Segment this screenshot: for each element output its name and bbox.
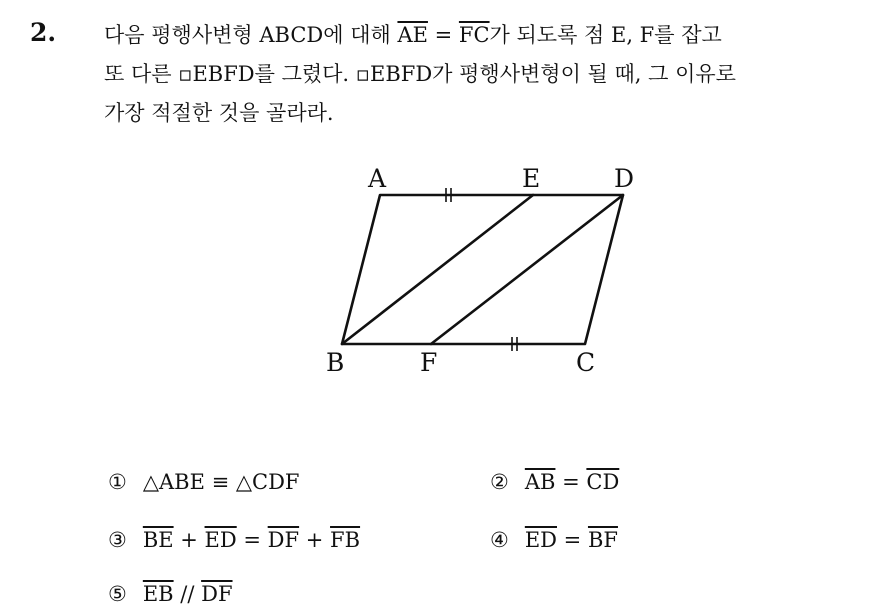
label-e: E: [522, 164, 541, 193]
stem-text: 가 되도록 점 E, F를 잡고: [489, 23, 722, 47]
choice-4[interactable]: [490, 528, 618, 552]
label-d: D: [614, 164, 635, 193]
choice-1[interactable]: [108, 470, 299, 494]
equals-sign: =: [236, 528, 268, 552]
segment-ed: $\overline{ED}$: [204, 528, 237, 552]
choice-3[interactable]: [108, 528, 360, 552]
segment-ab: $\overline{AB}$: [524, 470, 556, 494]
choice-number: ③: [108, 528, 127, 552]
stem-line-2: 또 다른 ▫EBFD를 그렸다. ▫EBFD가 평행사변형이 될 때, 그 이유로: [104, 62, 736, 86]
equals-sign: =: [427, 23, 459, 47]
segment-ed: $\overline{ED}$: [524, 528, 557, 552]
label-c: C: [576, 348, 596, 377]
segment-eb: $\overline{EB}$: [142, 582, 174, 606]
label-f: F: [420, 348, 438, 377]
segment-cd: $\overline{CD}$: [586, 470, 620, 494]
choice-number: ⑤: [108, 582, 127, 606]
plus-sign: +: [299, 528, 331, 552]
question-number: 2.: [30, 18, 57, 47]
choice-number: ①: [108, 470, 127, 494]
stem-line-3: 가장 적절한 것을 골라라.: [104, 101, 334, 125]
segment-df: $\overline{DF}$: [267, 528, 300, 552]
stem-text: 다음 평행사변형 ABCD에 대해: [104, 23, 398, 47]
parallel-sign: //: [173, 582, 202, 606]
parallelogram-abcd: [342, 195, 623, 344]
label-b: B: [326, 348, 345, 377]
choice-number: ④: [490, 528, 509, 552]
segment-fb: $\overline{FB}$: [330, 528, 361, 552]
label-a: A: [368, 164, 387, 193]
equals-sign: =: [557, 528, 588, 552]
parallelogram-figure: [300, 150, 660, 394]
segment-be: [342, 195, 533, 344]
segment-bf: $\overline{BF}$: [587, 528, 618, 552]
question-stem: [104, 16, 874, 133]
choice-2[interactable]: [490, 470, 619, 494]
choice-number: ②: [490, 470, 509, 494]
choice-5[interactable]: [108, 582, 233, 606]
segment-df: $\overline{DF}$: [201, 582, 233, 606]
segment-ae: $\overline{AE}$: [397, 23, 428, 47]
choice-text: △ABE ≡ △CDF: [142, 470, 300, 494]
equals-sign: =: [555, 470, 587, 494]
segment-fd: [431, 195, 623, 344]
segment-be: $\overline{BE}$: [142, 528, 174, 552]
segment-fc: $\overline{FC}$: [458, 23, 490, 47]
plus-sign: +: [173, 528, 205, 552]
stem-line-1: [104, 16, 874, 55]
